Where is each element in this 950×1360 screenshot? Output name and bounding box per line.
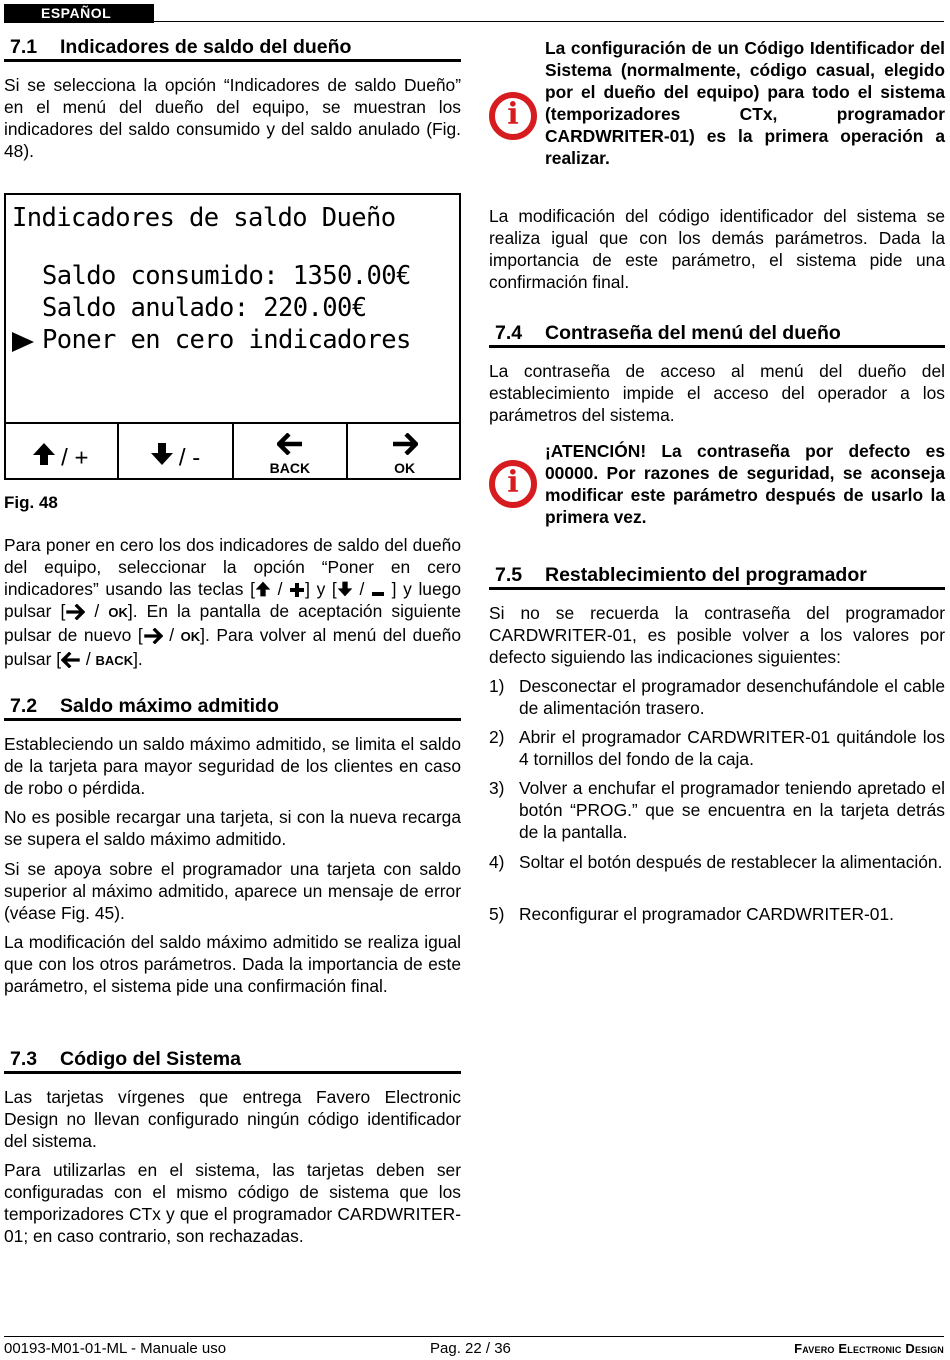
list-number: 2) [489, 727, 505, 747]
footer-document-code: 00193-M01-01-ML - Manuale uso [4, 1340, 227, 1357]
arrow-down-icon [150, 442, 174, 466]
info-icon: i [489, 460, 537, 508]
info-note-password: ¡ATENCIÓN! La contraseña por defecto es 00000. Por razones de seguridad, se aconseja modificar este parámetro después de usarlo la primera vez. [545, 441, 945, 527]
list-item: Abrir el programador CARDWRITER-01 quitándole los 4 tornillos del fondo de la caja. [519, 727, 945, 769]
paragraph-7-1-intro: Si se selecciona la opción “Indicadores de saldo Dueño” en el menú del dueño del equipo, se muestran los indicadores del saldo consumido y del saldo anulado (Fig. 48). [4, 75, 461, 161]
paragraph-7-3-2: Para utilizarlas en el sistema, las tarjetas deben ser configuradas con el mismo código de sistema que los temporizadores CTx y que el programador CARDWRITER-01; en caso contrario, son rechazadas. [4, 1160, 461, 1246]
paragraph-7-2-3: Si se apoya sobre el programador una tarjeta con saldo superior al máximo admitido, aparece un mensaje de error (véase Fig. 45). [4, 859, 461, 923]
list-item: Volver a enchufar el programador teniendo apretado el botón “PROG.” que se encuentra en la tarjeta detrás de la pantalla. [519, 778, 945, 842]
list-number: 4) [489, 852, 505, 872]
footer-company: Favero Electronic Design [794, 1341, 944, 1356]
section-heading-7-3: 7.3 Código del Sistema [4, 1047, 461, 1074]
paragraph-7-1-instructions: Para poner en cero los dos indicadores de saldo del dueño del equipo, seleccionar la opción “Poner en cero indicadores” usando las teclas [ / ] y [ / ] y luego pulsar [ / OK]. En la pantalla de aceptación siguiente pulsar de nuevo [ / OK]. Para volver al menú del dueño pulsar [ / BACK]. [4, 535, 462, 669]
arrow-down-icon [337, 580, 353, 598]
list-number: 3) [489, 778, 505, 798]
paragraph-7-3-3: La modificación del código identificador del sistema se realiza igual que con los demás parámetros. Dada la importancia de este parámetro, el sistema pide una confirmación final. [489, 206, 945, 292]
header-rule [154, 21, 944, 22]
section-heading-7-4: 7.4 Contraseña del menú del dueño [489, 321, 945, 348]
arrow-left-icon [277, 433, 303, 455]
lcd-line-reset: Poner en cero indicadores [42, 325, 411, 355]
lcd-line-consumed: Saldo consumido: 1350.00€ [42, 261, 411, 291]
triangle-right-icon [12, 332, 34, 352]
keypad-row [4, 422, 461, 480]
arrow-up-icon [255, 580, 271, 598]
arrow-left-icon [61, 652, 81, 668]
paragraph-7-3-1: Las tarjetas vírgenes que entrega Favero Electronic Design no llevan configurado ningún código identificador del sistema. [4, 1087, 461, 1151]
list-item: Desconectar el programador desenchufándole el cable de alimentación trasero. [519, 676, 945, 718]
minus-icon [371, 582, 385, 598]
lcd-title: Indicadores de saldo Dueño [12, 203, 396, 233]
paragraph-7-2-1: Estableciendo un saldo máximo admitido, se limita el saldo de la tarjeta para mayor seguridad de los clientes en caso de robo o pérdida. [4, 734, 461, 798]
info-icon: i [489, 92, 537, 140]
section-heading-7-2: 7.2 Saldo máximo admitido [4, 694, 461, 721]
list-number: 5) [489, 904, 505, 924]
paragraph-7-2-4: La modificación del saldo máximo admitido se realiza igual que con los otros parámetros. Dada la importancia de este parámetro, el sistema pide una confirmación final. [4, 932, 461, 996]
key-up-plus: / + [4, 424, 119, 480]
paragraph-7-2-2: No es posible recargar una tarjeta, si con la nueva recarga se supera el saldo máximo admitido. [4, 807, 461, 849]
footer-page-number: Pag. 22 / 36 [430, 1340, 511, 1357]
figure-caption: Fig. 48 [4, 493, 58, 512]
section-heading-7-1: 7.1 Indicadores de saldo del dueño [4, 35, 461, 62]
arrow-up-icon [32, 442, 56, 466]
plus-icon [289, 582, 305, 598]
info-note-system-code: La configuración de un Código Identificador del Sistema (normalmente, código casual, elegido por el dueño del equipo) para todo el sistema (temporizadores CTx, programador CARDWRITER-01) es la primera operación a realizar. [545, 38, 945, 168]
paragraph-7-4-1: La contraseña de acceso al menú del dueño del establecimiento impide el acceso del operador a los parámetros del sistema. [489, 361, 945, 425]
language-tab: ESPAÑOL [4, 4, 154, 23]
arrow-right-icon [392, 433, 418, 455]
key-down-minus: / - [119, 424, 234, 480]
section-heading-7-5: 7.5 Restablecimiento del programador [489, 563, 945, 590]
key-back: BACK [234, 424, 349, 480]
footer-rule [4, 1336, 944, 1337]
lcd-line-cancelled: Saldo anulado: 220.00€ [42, 293, 367, 323]
list-number: 1) [489, 676, 505, 696]
list-item: Soltar el botón después de restablecer la alimentación. [519, 852, 943, 872]
arrow-right-icon [143, 628, 163, 644]
key-ok: OK [348, 424, 461, 480]
paragraph-7-5-1: Si no se recuerda la contraseña del programador CARDWRITER-01, es posible volver a los valores por defecto siguiendo las indicaciones siguientes: [489, 603, 945, 667]
list-item: Reconfigurar el programador CARDWRITER-01. [519, 904, 894, 924]
arrow-right-icon [65, 604, 85, 620]
